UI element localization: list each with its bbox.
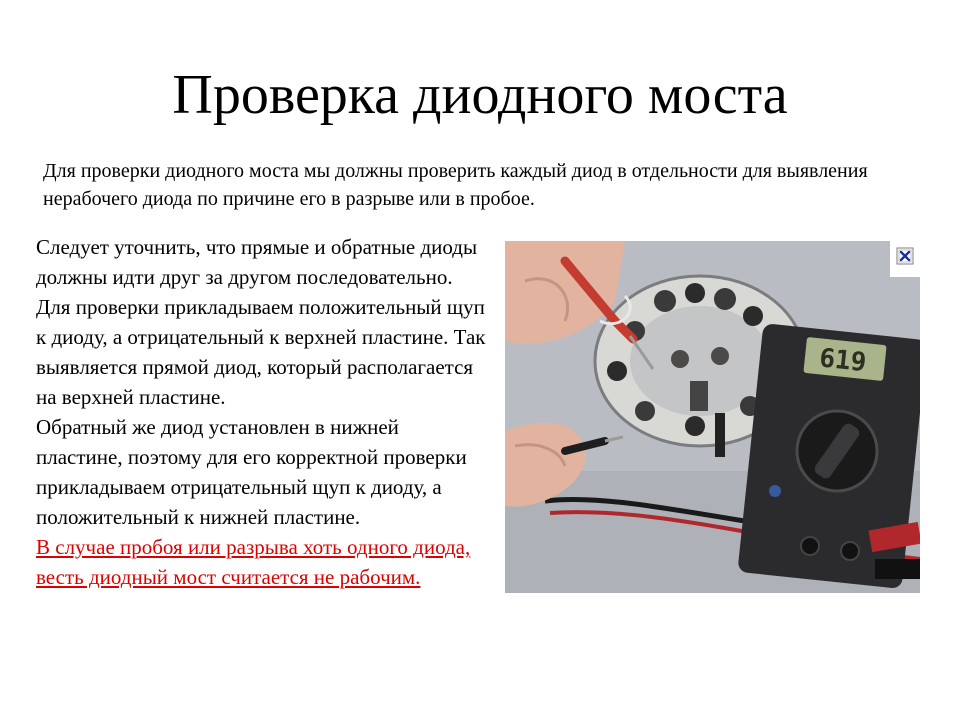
instructions-paragraph-reverse-diode: Обратный же диод установлен в нижней пластине, поэтому для его корректной проверки прикладываем отрицательный щуп к диоду, а положительный к нижней пластине. [36,415,467,529]
multimeter-display-value: 619 [817,343,868,379]
slide-title: Проверка диодного моста [172,64,788,126]
instructions-paragraph-forward-diode: Следует уточнить, что прямые и обратные диоды должны идти друг за другом последовательно. Для проверки прикладываем положительный щуп к диоду, а отрицательный к верхней пластине. Так выявляется прямой диод, который располагается на верхней пластине. [36,235,486,409]
diode-bridge-test-photo [505,241,920,593]
conclusion-link[interactable]: В случае пробоя или разрыва хоть одного диода, весть диодный мост считается не рабочим. [36,535,471,589]
instructions-text [36,232,486,592]
intro-paragraph: Для проверки диодного моста мы должны проверить каждый диод в отдельности для выявления нерабочего диода по причине его в разрыве или в пробое. [43,160,868,210]
multimeter [737,323,920,589]
broken-image-icon [890,241,920,277]
